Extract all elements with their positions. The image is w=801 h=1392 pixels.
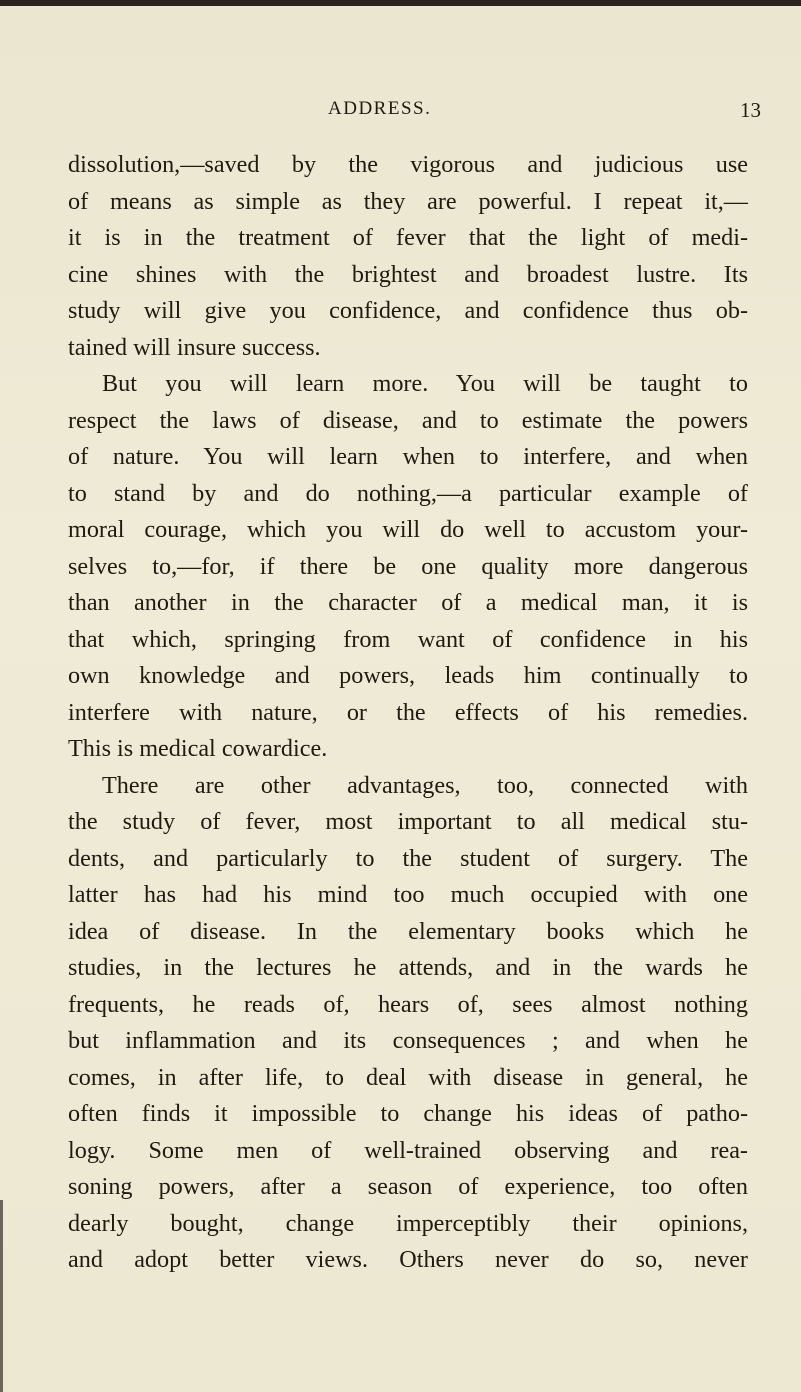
text-line: selves to,—for, if there be one quality more dangerous	[68, 552, 748, 580]
text-line: interfere with nature, or the effects of his remedies.	[68, 698, 748, 726]
text-line: dents, and particularly to the student of surgery. The	[68, 844, 748, 872]
running-head	[0, 98, 801, 128]
text-line: often finds it impossible to change his ideas of patho-	[68, 1100, 748, 1127]
text-line: of nature. You will learn when to interfere, and when	[68, 443, 748, 470]
text-line: respect the laws of disease, and to estimate the powers	[68, 406, 748, 434]
text-line: and adopt better views. Others never do so, never	[68, 1246, 748, 1273]
text-line: idea of disease. In the elementary books which he	[68, 917, 748, 945]
text-line: to stand by and do nothing,—a particular example of	[68, 479, 748, 507]
text-line: it is in the treatment of fever that the light of medi-	[68, 224, 748, 251]
text-line: than another in the character of a medical man, it is	[68, 589, 748, 616]
text-line: dissolution,—saved by the vigorous and judicious use	[68, 151, 748, 178]
page-top-edge	[0, 0, 801, 6]
page-left-edge	[0, 1200, 3, 1392]
text-line: dearly bought, change imperceptibly their opinions,	[68, 1209, 748, 1237]
body-text	[68, 147, 748, 1279]
text-line: logy. Some men of well-trained observing and rea-	[68, 1136, 748, 1164]
text-line: latter has had his mind too much occupied with one	[68, 881, 748, 908]
text-line: the study of fever, most important to all medical stu-	[68, 808, 748, 835]
text-line: There are other advantages, too, connected with	[102, 771, 748, 799]
text-line: studies, in the lectures he attends, and in the wards he	[68, 954, 748, 981]
text-line: But you will learn more. You will be taught to	[102, 370, 748, 397]
text-line: tained will insure success.	[68, 333, 321, 361]
text-line: that which, springing from want of confidence in his	[68, 625, 748, 653]
text-line: own knowledge and powers, leads him continually to	[68, 662, 748, 689]
text-line: This is medical cowardice.	[68, 735, 328, 762]
text-line: cine shines with the brightest and broadest lustre. Its	[68, 260, 748, 288]
running-title: ADDRESS.	[328, 98, 432, 119]
page-number: 13	[740, 98, 761, 122]
text-line: but inflammation and its consequences ; and when he	[68, 1027, 748, 1054]
text-line: comes, in after life, to deal with disease in general, he	[68, 1063, 748, 1091]
text-line: study will give you confidence, and confidence thus ob-	[68, 297, 748, 324]
text-line: frequents, he reads of, hears of, sees almost nothing	[68, 990, 748, 1018]
text-line: moral courage, which you will do well to accustom your-	[68, 516, 748, 543]
text-line: of means as simple as they are powerful. I repeat it,—	[68, 187, 748, 215]
text-line: soning powers, after a season of experience, too often	[68, 1173, 748, 1200]
